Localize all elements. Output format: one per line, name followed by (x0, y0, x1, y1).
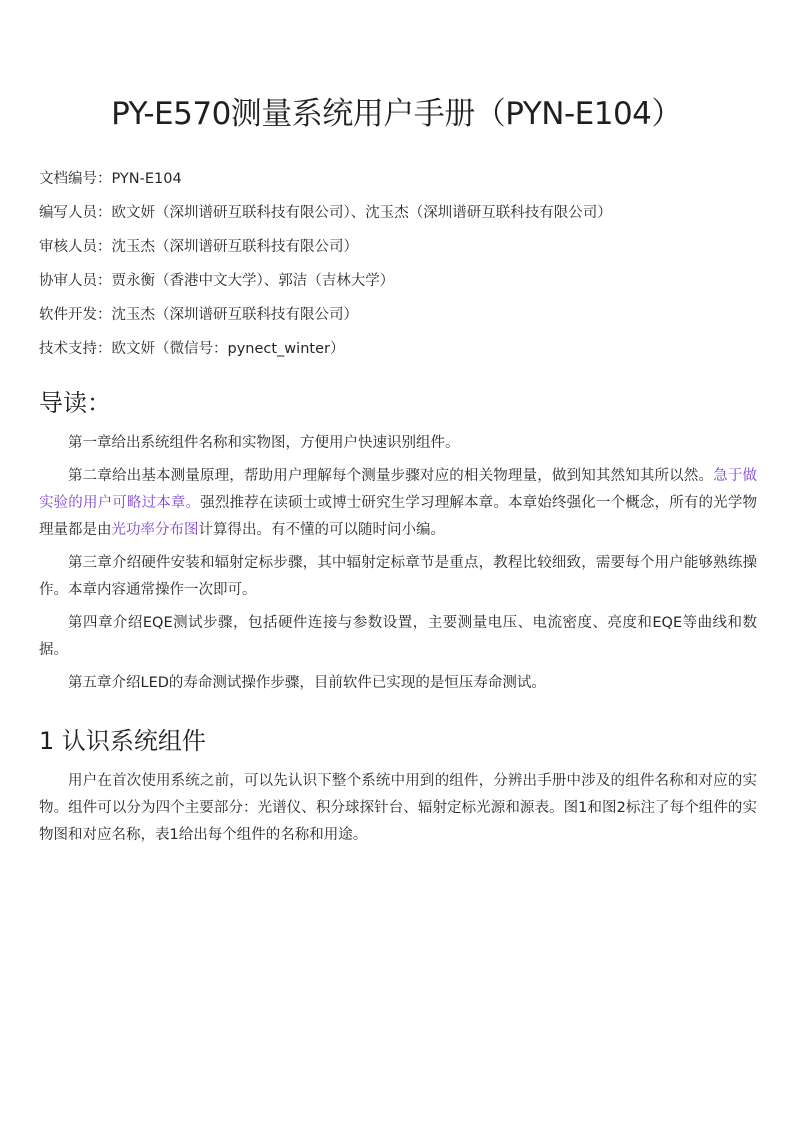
power-distribution-link[interactable]: 光功率分布图 (111, 522, 199, 538)
guide-paragraph-2 (39, 463, 757, 544)
tech-support-line: 技术支持：欧文妍（微信号：pynect_winter） (39, 341, 345, 357)
guide-paragraph-5: 第五章介绍LED的寿命测试操作步骤，目前软件已实现的是恒压寿命测试。 (68, 675, 546, 691)
guide-p2-text-a: 第二章给出基本测量原理，帮助用户理解每个测量步骤对应的相关物理量，做到知其然知其所以然。 (68, 468, 714, 484)
guide-heading: 导读： (39, 389, 111, 417)
authors-line: 编写人员：欧文妍（深圳谱研互联科技有限公司）、沈玉杰（深圳谱研互联科技有限公司） (39, 205, 612, 221)
guide-p2-text-c: 计算得出。有不懂的可以随时问小编。 (198, 522, 445, 538)
section-1-paragraph-1: 用户在首次使用系统之前，可以先认识下整个系统中用到的组件，分辨出手册中涉及的组件名称和对应的实物。组件可以分为四个主要部分：光谱仪、积分球探针台、辐射定标光源和源表。图1和图2标注了每个组件的实物图和对应名称，表1给出每个组件的名称和用途。 (39, 773, 757, 843)
co-reviewers-line: 协审人员：贾永衡（香港中文大学）、郭洁（吉林大学） (39, 273, 395, 289)
document-metadata (39, 162, 759, 366)
doc-number-line: 文档编号：PYN-E104 (39, 171, 182, 187)
guide-p2-text-b: 强烈推荐在读硕士或博士研究生学习理解本章。本章始终强化一个概念，所有的光学物理量都是由 (39, 495, 757, 538)
section-1-heading: 1 认识系统组件 (39, 727, 206, 755)
guide-paragraph-3: 第三章介绍硬件安装和辐射定标步骤，其中辐射定标章节是重点，教程比较细致，需要每个用户能够熟练操作。本章内容通常操作一次即可。 (39, 555, 757, 598)
section-1-body (39, 768, 757, 849)
guide-paragraph-1: 第一章给出系统组件名称和实物图，方便用户快速识别组件。 (68, 435, 460, 451)
document-title: PY-E570测量系统用户手册（PYN-E104） (111, 96, 682, 132)
skip-chapter-link[interactable]: 急于做实验的用户可略过本章。 (39, 468, 757, 511)
software-dev-line: 软件开发：沈玉杰（深圳谱研互联科技有限公司） (39, 307, 358, 323)
guide-section (39, 430, 757, 697)
guide-paragraph-4: 第四章介绍EQE测试步骤，包括硬件连接与参数设置，主要测量电压、电流密度、亮度和EQE等曲线和数据。 (39, 615, 758, 658)
reviewer-line: 审核人员：沈玉杰（深圳谱研互联科技有限公司） (39, 239, 358, 255)
